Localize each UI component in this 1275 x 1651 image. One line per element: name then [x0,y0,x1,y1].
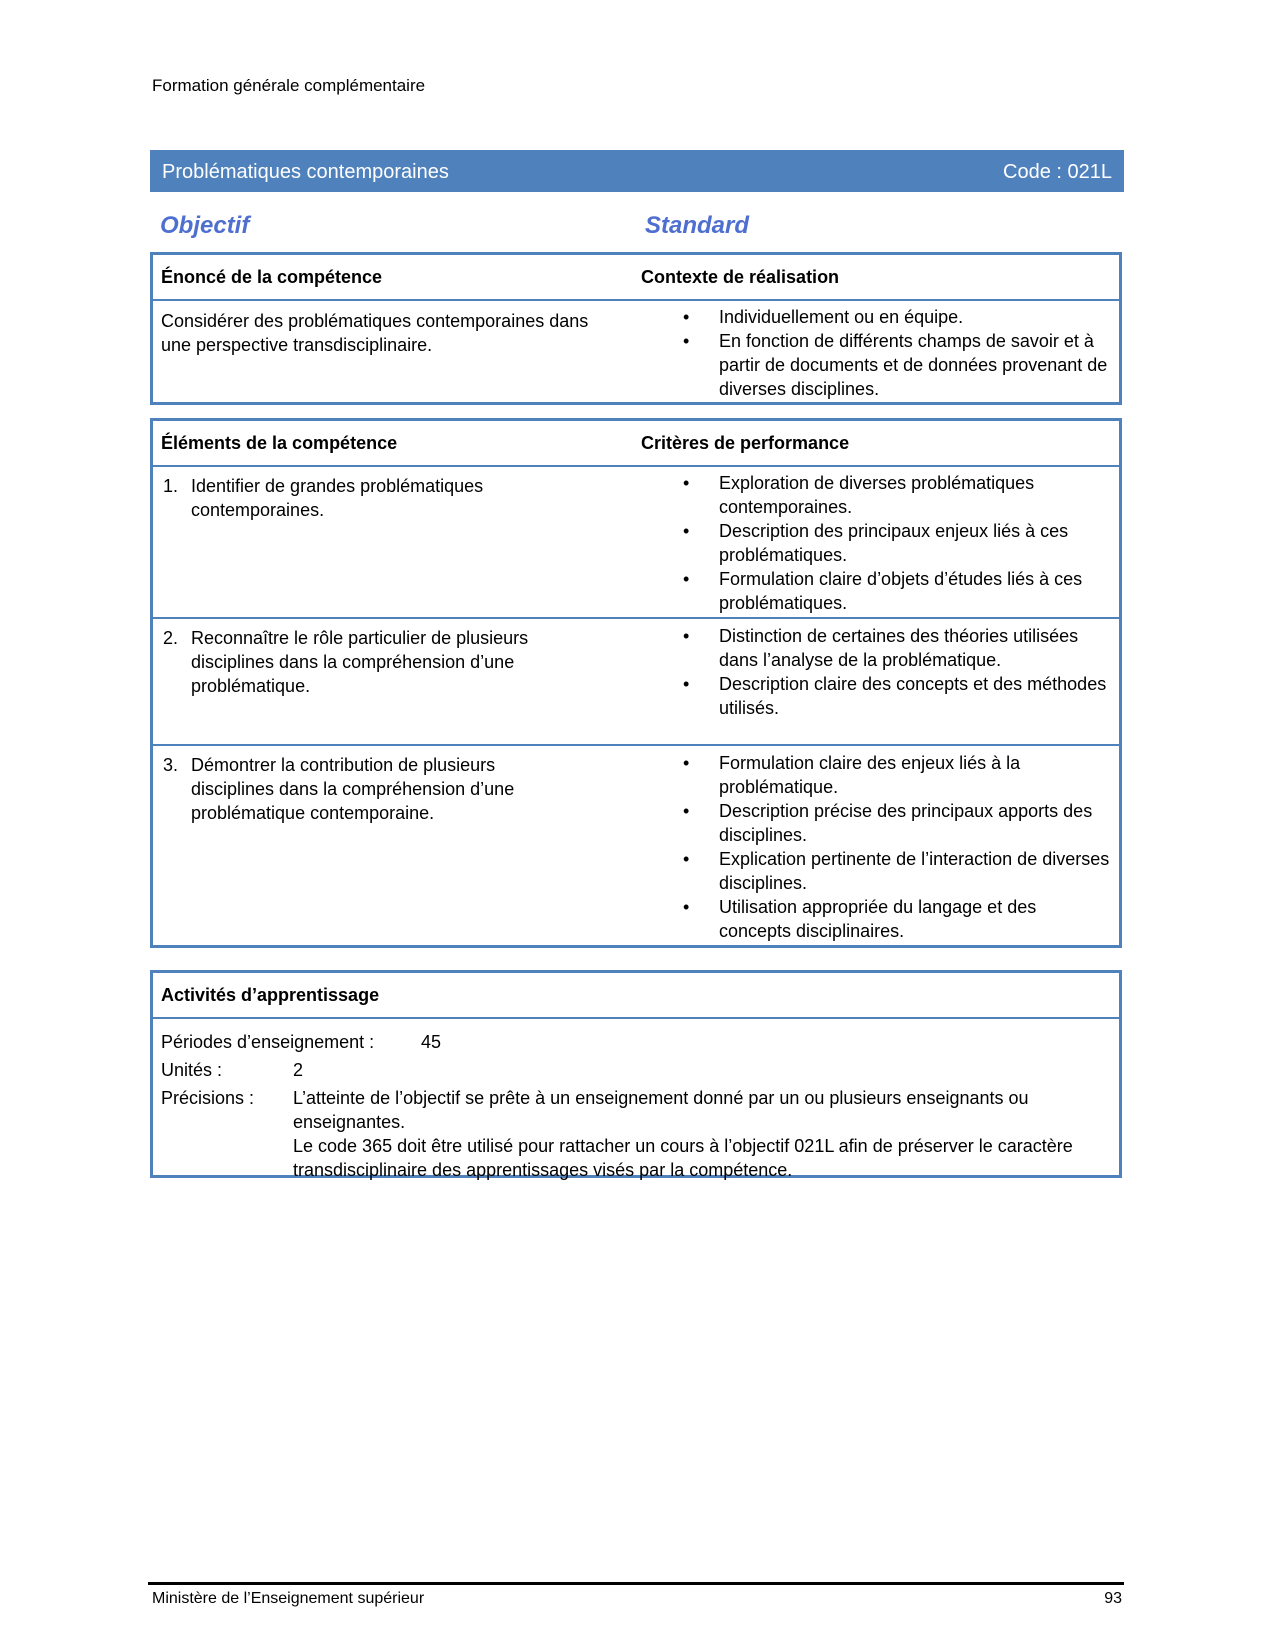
unites-value: 2 [293,1060,304,1080]
competence-box-header [153,255,1119,301]
precisions-text-1: L’atteinte de l’objectif se prête à un enseignement donné par un ou plusieurs enseignants ou enseignantes. [293,1088,1029,1132]
competence-title: Problématiques contemporaines [162,161,449,183]
criteres-list-1 [683,471,1113,615]
list-item: • Distinction de certaines des théories utilisées dans l’analyse de la problématique. [683,624,1113,672]
page-number: 93 [1104,1590,1122,1607]
list-item: • Description précise des principaux apports des disciplines. [683,799,1113,847]
competence-box [150,252,1122,405]
list-item: • Utilisation appropriée du langage et des concepts disciplinaires. [683,895,1113,943]
precisions-label: Précisions : [161,1088,255,1108]
list-item: • Individuellement ou en équipe. [683,305,1113,329]
document-header: Formation générale complémentaire [152,76,426,95]
elements-box-header [153,421,1119,467]
standard-heading: Standard [645,212,750,239]
footer-divider [148,1582,1124,1585]
elements-box [150,418,1122,948]
enonce-header: Énoncé de la compétence [161,267,383,287]
list-item: • Exploration de diverses problématiques contemporaines. [683,471,1113,519]
list-item: • Explication pertinente de l’interaction de diverses disciplines. [683,847,1113,895]
list-item: • En fonction de différents champs de savoir et à partir de documents et de données provenant de diverses disciplines. [683,329,1113,401]
periodes-label: Périodes d’enseignement : [161,1032,375,1052]
contexte-header: Contexte de réalisation [641,267,840,287]
element-item-2: 2. Reconnaître le rôle particulier de plusieurs disciplines dans la compréhension d’une problématique. [163,628,529,696]
list-item: • Formulation claire des enjeux liés à la problématique. [683,751,1113,799]
elements-header: Éléments de la compétence [161,433,398,453]
title-banner [150,150,1124,192]
element-item-1: 1. Identifier de grandes problématiques contemporaines. [163,476,484,520]
unites-label: Unités : [161,1060,223,1080]
objectif-heading: Objectif [160,212,250,239]
criteres-list-2 [683,624,1113,720]
activites-box-header [153,973,1119,1019]
list-item: • Formulation claire d’objets d’études liés à ces problématiques. [683,567,1113,615]
activites-box [150,970,1122,1178]
element-item-3: 3. Démontrer la contribution de plusieurs disciplines dans la compréhension d’une problématique contemporaine. [163,755,515,823]
criteres-list-3 [683,751,1113,943]
list-item: • Description des principaux enjeux liés à ces problématiques. [683,519,1113,567]
contexte-list [683,305,1113,401]
competence-code: Code : 021L [1003,161,1112,183]
enonce-text: Considérer des problématiques contemporaines dans une perspective transdisciplinaire. [161,311,589,355]
row-divider [153,617,1119,619]
activites-header: Activités d’apprentissage [161,985,380,1005]
precisions-text-2: Le code 365 doit être utilisé pour rattacher un cours à l’objectif 021L afin de préserver le caractère transdisciplinaire des apprentissages visés par la compétence. [293,1136,1073,1180]
criteres-header: Critères de performance [641,433,850,453]
footer-ministry: Ministère de l’Enseignement supérieur [152,1590,425,1607]
periodes-value: 45 [421,1032,442,1052]
row-divider [153,744,1119,746]
list-item: • Description claire des concepts et des méthodes utilisés. [683,672,1113,720]
